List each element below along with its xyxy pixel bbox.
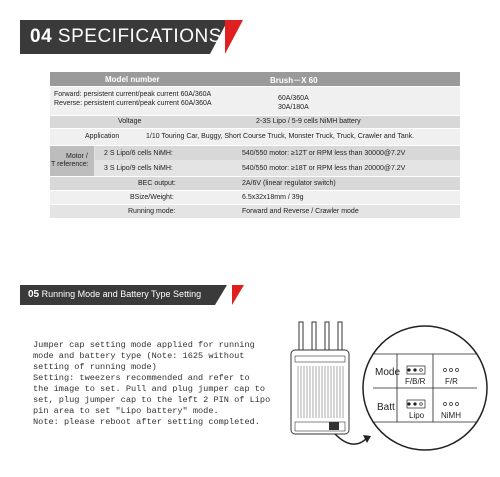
esc-wires	[299, 322, 342, 352]
model-label: Model number	[105, 75, 160, 84]
mode-value: Forward and Reverse / Crawler mode	[242, 208, 359, 215]
forward-label: Forward: persistent current/peak current 60A/360A	[54, 91, 212, 98]
note-line: Setting: tweezers recommended and refer to	[33, 373, 250, 383]
banner-title: 04 SPECIFICATIONS	[30, 26, 222, 47]
jumper-fbr-label: F/B/R	[405, 377, 426, 386]
size-value: 6.5x32x18mm / 39g	[242, 194, 304, 201]
jumper-pins	[329, 422, 339, 430]
model-value: Brush－X 60	[270, 76, 318, 85]
note-line: pin area to set "Lipo battery" mode.	[33, 406, 219, 416]
reverse-value: 30A/180A	[278, 104, 309, 111]
running-mode-banner	[20, 285, 250, 305]
note-line: setting of running mode)	[33, 362, 157, 372]
note-line: set, plug jumper cap to the left 2 PIN of Lipo	[33, 395, 271, 405]
application-value: 1/10 Touring Car, Buggy, Short Course Truck, Monster Truck, Truck, Crawler and Tank.	[146, 133, 415, 140]
motor-2s-value: 540/550 motor: ≥12T or RPM less than 30000@7.2V	[242, 150, 406, 157]
spec-row-motor	[50, 146, 460, 176]
motor-3s-value: 540/550 motor: ≥18T or RPM less than 20000@7.2V	[242, 165, 406, 172]
spec-table	[50, 72, 460, 220]
jumper-nimh-label: NiMH	[441, 411, 461, 420]
spec-row-size	[50, 191, 460, 204]
banner-red-accent	[225, 20, 243, 54]
size-label: BSize/Weight:	[130, 194, 174, 201]
note-line: Jumper cap setting mode applied for running	[33, 340, 255, 350]
voltage-label: Voltage	[118, 118, 142, 125]
motor-ref-line2: T reference:	[51, 161, 89, 168]
note-line: Note: please reboot after setting completed.	[33, 417, 260, 427]
specifications-banner	[20, 20, 240, 54]
note-line: the image to set. Pull and plug jumper cap to	[33, 384, 266, 394]
setting-instructions	[33, 340, 278, 428]
mode-label: Running mode:	[128, 208, 176, 215]
jumper-mode-label: Mode	[375, 367, 401, 378]
spec-row-application	[50, 129, 460, 145]
forward-value: 60A/360A	[278, 95, 309, 102]
motor-2s-label: 2 S Lipo/6 cells NiMH:	[104, 150, 173, 157]
spec-row-voltage	[50, 116, 460, 128]
esc-jumper-diagram	[285, 318, 490, 458]
banner2-title: 05 Running Mode and Battery Type Setting	[28, 289, 202, 300]
bec-value: 2A/6V (linear regulator switch)	[242, 180, 336, 187]
application-label: Application	[85, 133, 120, 140]
zoom-arrow	[335, 434, 367, 444]
esc-body	[291, 350, 349, 434]
banner2-red-accent	[232, 285, 244, 305]
reverse-label: Reverse: persistent current/peak current 60A/360A	[54, 100, 212, 107]
note-line: mode and battery type (Note: 1625 without	[33, 351, 245, 361]
jumper-lipo-label: Lipo	[409, 411, 425, 420]
spec-row-bec	[50, 177, 460, 190]
spec-header-row	[50, 72, 460, 86]
voltage-value: 2-3S Lipo / 5-9 cells NiMH battery	[256, 118, 361, 125]
jumper-fr-label: F/R	[445, 377, 458, 386]
bec-label: BEC output:	[138, 180, 176, 187]
motor-ref-line1: Motor /	[66, 153, 88, 160]
motor-3s-label: 3 S Lipo/9 cells NiMH:	[104, 165, 173, 172]
spec-row-mode	[50, 205, 460, 218]
jumper-batt-label: Batt	[377, 402, 395, 413]
spec-row-current	[50, 87, 460, 115]
